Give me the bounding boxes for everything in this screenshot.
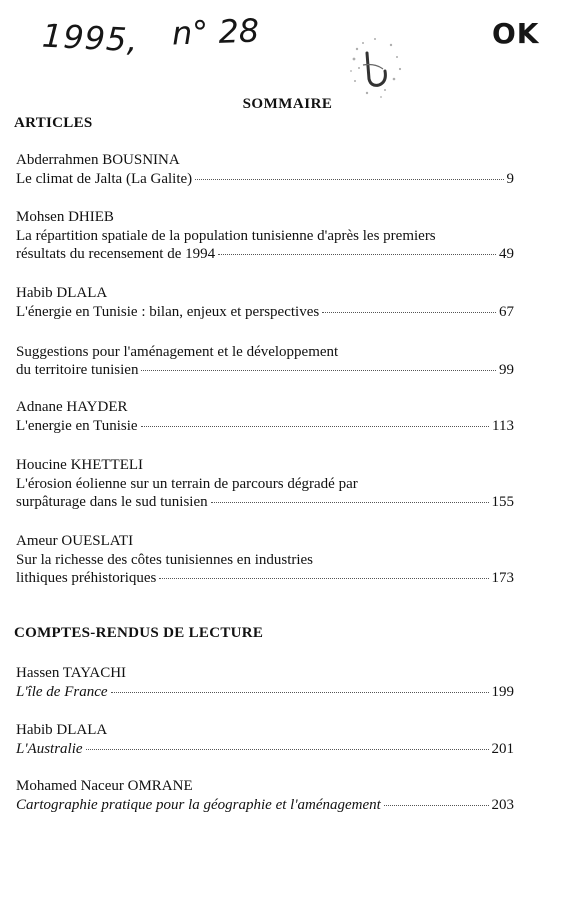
entry-title-line	[16, 245, 514, 263]
entry-title-line	[16, 683, 514, 701]
handwritten-year: 1995,	[41, 16, 140, 60]
toc-entry	[16, 456, 514, 511]
entry-author: Habib DLALA	[16, 285, 108, 301]
entry-title-line	[16, 493, 514, 511]
toc-entry	[16, 721, 514, 758]
dot-leader	[322, 311, 496, 313]
entry-author: Mohsen DHIEB	[16, 209, 114, 225]
entry-title-line	[16, 740, 514, 758]
toc-entry	[16, 284, 514, 321]
entry-page-number: 173	[491, 570, 514, 586]
page-title: SOMMAIRE	[242, 96, 333, 112]
entry-page-number: 201	[491, 741, 514, 757]
entry-title-line	[16, 170, 514, 188]
handwritten-issue-number: n° 28	[171, 11, 260, 53]
dot-leader	[111, 691, 489, 693]
entry-author: Adnane HAYDER	[16, 399, 128, 415]
handwritten-ok-mark: OK	[492, 17, 540, 50]
section-heading-articles: ARTICLES	[14, 115, 93, 131]
dot-leader	[218, 253, 496, 255]
entry-title: lithiques préhistoriques	[16, 570, 157, 586]
entry-title: du territoire tunisien	[16, 362, 139, 378]
entry-author: Mohamed Naceur OMRANE	[16, 778, 193, 794]
toc-entry	[16, 151, 514, 188]
dot-leader	[195, 178, 503, 180]
entry-title: surpâturage dans le sud tunisien	[16, 494, 208, 510]
dot-leader	[86, 748, 489, 750]
toc-entry	[16, 208, 514, 263]
entry-title: Sur la richesse des côtes tunisiennes en industries	[16, 552, 314, 568]
toc-entry	[16, 777, 514, 814]
entry-author: Houcine KHETTELI	[16, 457, 144, 473]
entry-author: Habib DLALA	[16, 722, 108, 738]
entry-title-line	[16, 796, 514, 814]
toc-entry	[16, 343, 514, 379]
entry-page-number: 199	[491, 684, 514, 700]
entry-author: Abderrahmen BOUSNINA	[16, 152, 180, 168]
entry-title: L'énergie en Tunisie : bilan, enjeux et perspectives	[16, 304, 320, 320]
ink-stamp-icon	[345, 35, 405, 101]
entry-title-line	[16, 569, 514, 587]
entry-title: Suggestions pour l'aménagement et le développement	[16, 344, 339, 360]
dot-leader	[211, 501, 489, 503]
entry-page-number: 99	[499, 362, 514, 378]
entry-page-number: 155	[491, 494, 514, 510]
entry-page-number: 9	[506, 171, 514, 187]
entry-title: L'energie en Tunisie	[16, 418, 138, 434]
entry-title-line	[16, 417, 514, 435]
dot-leader	[141, 369, 496, 371]
entry-page-number: 67	[499, 304, 514, 320]
entry-title: L'Australie	[16, 741, 83, 757]
entry-title-line	[16, 303, 514, 321]
entry-page-number: 49	[499, 246, 514, 262]
entry-page-number: 113	[492, 418, 514, 434]
dot-leader	[141, 425, 489, 427]
entry-title: Cartographie pratique pour la géographie et l'aménagement	[16, 797, 381, 813]
section-heading-reviews: COMPTES-RENDUS DE LECTURE	[14, 625, 264, 641]
entry-title-line	[16, 361, 514, 379]
entry-title: Le climat de Jalta (La Galite)	[16, 171, 193, 187]
toc-entry	[16, 532, 514, 587]
entry-author: Hassen TAYACHI	[16, 665, 127, 681]
entry-page-number: 203	[491, 797, 514, 813]
dot-leader	[159, 577, 488, 579]
toc-entry	[16, 664, 514, 701]
entry-author: Ameur OUESLATI	[16, 533, 134, 549]
toc-entry	[16, 398, 514, 435]
dot-leader	[384, 804, 489, 806]
entry-title: L'érosion éolienne sur un terrain de parcours dégradé par	[16, 476, 358, 492]
entry-title: La répartition spatiale de la population tunisienne d'après les premiers	[16, 228, 436, 244]
entry-title: résultats du recensement de 1994	[16, 246, 216, 262]
entry-title: L'île de France	[16, 684, 108, 700]
